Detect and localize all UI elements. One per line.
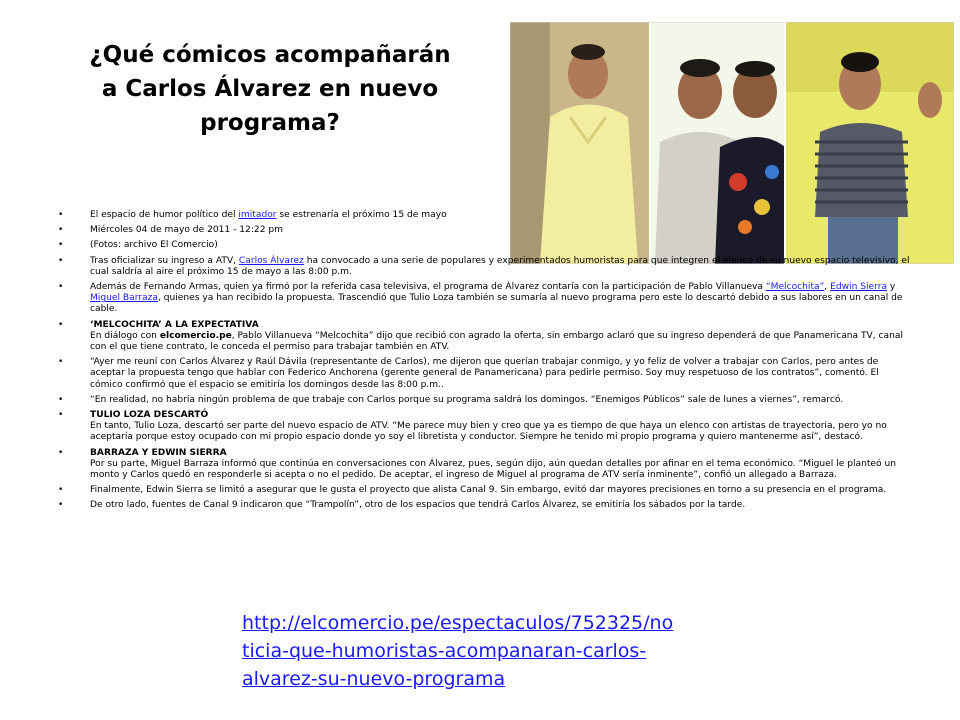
- bullet-date: • Miércoles 04 de mayo de 2011 - 12:22 pm: [58, 225, 910, 236]
- link-imitador[interactable]: imitador: [238, 210, 277, 220]
- bullet-melcochita: • ‘MELCOCHITA’ A LA EXPECTATIVA En diálogo con elcomercio.pe, Pablo Villanueva “Melcochita” dijo que recibió con agrado la oferta, sin embargo aclaró que su ingreso dependerá de que Panamericana TV, canal con el que tiene contrato, le conceda el permiso para trabajar también en ATV.: [58, 320, 910, 354]
- bullet-trampolin: • De otro lado, fuentes de Canal 9 indicaron que “Trampolín”, otro de los espacios que tendrá Carlos Álvarez, se emitiría los sábados por la tarde.: [58, 500, 910, 511]
- section-heading: ‘MELCOCHITA’ A LA EXPECTATIVA: [90, 319, 259, 330]
- link-carlos-alvarez[interactable]: Carlos Álvarez: [238, 255, 304, 266]
- section-heading: BARRAZA Y EDWIN SIERRA: [90, 447, 227, 458]
- bullet-subtitle: • El espacio de humor político del imitador se estrenaría el próximo 15 de mayo: [58, 210, 910, 221]
- bullet-intro: • Tras oficializar su ingreso a ATV, Carlos Álvarez ha convocado a una serie de populares y experimentados humoristas para que integren el elenco de su nuevo espacio televisivo, el cual saldría al aire el próximo 15 de mayo a las 8:00 p.m.: [58, 256, 910, 278]
- link-melcochita[interactable]: “Melcochita”: [765, 282, 825, 293]
- bullet-photo-credit: • (Fotos: archivo El Comercio): [58, 240, 910, 251]
- slide-title: ¿Qué cómicos acompañarán a Carlos Álvarez en nuevo programa?: [89, 42, 451, 136]
- source-link[interactable]: http://elcomercio.pe/espectaculos/752325/no ticia-que-humoristas-acompanaran-carlos- alvarez-su-nuevo-programa: [242, 612, 674, 690]
- bullet-quote-2: • “En realidad, no habría ningún problema de que trabaje con Carlos porque su programa saldrá los domingos. “Enemigos Públicos” sale de lunes a viernes”, remarcó.: [58, 395, 910, 406]
- bullet-barraza-sierra: • BARRAZA Y EDWIN SIERRA Por su parte, Miguel Barraza informó que continúa en conversaciones con Álvarez, pues, según dijo, aún quedan detalles por afinar en el tema económico. “Miguel le planteó un monto y Carlos quedó en responderle si acepta o no el pedido. De aceptar, el ingreso de Miguel al programa de ATV sería inminente”, confió un allegado a Barraza.: [58, 448, 910, 482]
- link-miguel-barraza[interactable]: Miguel Barraza: [90, 293, 158, 304]
- bullet-edwin-sierra: • Finalmente, Edwin Sierra se limitó a asegurar que le gusta el proyecto que alista Canal 9. Sin embargo, evitó dar mayores precisiones en torno a su presencia en el programa.: [58, 485, 910, 496]
- article-bullets: [58, 210, 910, 516]
- section-heading: TULIO LOZA DESCARTÓ: [90, 410, 209, 421]
- bullet-cast: • Además de Fernando Armas, quien ya firmó por la referida casa televisiva, el programa de Álvarez contaría con la participación de Pablo Villanueva “Melcochita”, Edwin Sierra y Miguel Barraza, quienes ya han recibido la propuesta. Trascendió que Tulio Loza también se sumaría al nuevo programa pero este lo descartó debido a sus labores en un canal de cable.: [58, 282, 910, 316]
- link-edwin-sierra[interactable]: Edwin Sierra: [830, 282, 888, 293]
- source-url: [242, 609, 712, 693]
- person-4-hand: [918, 82, 942, 118]
- bullet-tulio-loza: • TULIO LOZA DESCARTÓ En tanto, Tulio Loza, descartó ser parte del nuevo espacio de ATV. “Me parece muy bien y creo que ya es tiempo de que haya un elenco con artistas de trayectoria, pero yo no aceptaría porque estoy ocupado con mi propio espacio donde yo soy el libretista y conductor. Siempre he tenido mi propio programa y quiero mantenerme así”, destacó.: [58, 410, 910, 444]
- bullet-quote-1: • “Ayer me reuní con Carlos Álvarez y Raúl Dávila (representante de Carlos), me dijeron que querían trabajar conmigo, y yo feliz de volver a trabajar con Carlos, pero antes de aceptar la propuesta tengo que hablar con Federico Anchorena (gerente general de Panamericana) para pedirle permiso. Soy muy respetuoso de los contratos”, comentó. El cómico confirmó que el espacio se emitiría los domingos desde las 8:00 p.m..: [58, 357, 910, 391]
